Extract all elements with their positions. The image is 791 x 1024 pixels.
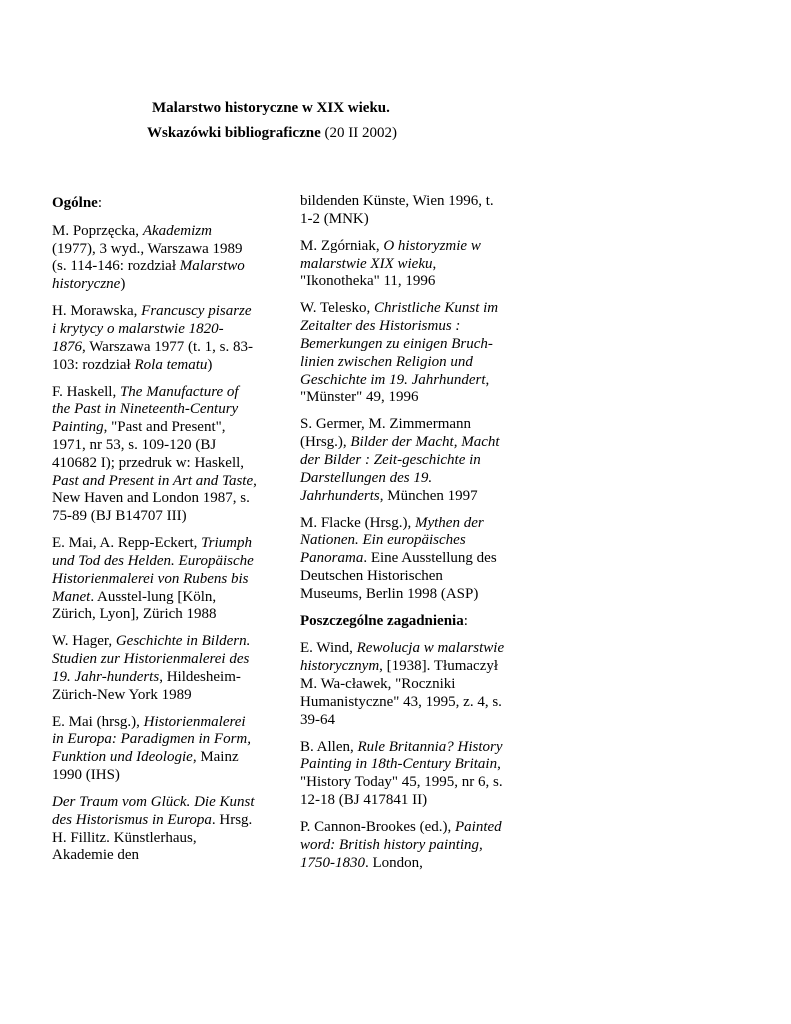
bibliography-entry	[52, 384, 257, 526]
entry-text: , "History Today" 45, 1995, nr 6, s. 12-18 (BJ 417841 II)	[300, 756, 503, 809]
entry-text: . Hrsg. H. Fillitz. Künstlerhaus, Akademie den	[52, 811, 253, 864]
entry-text: , Mainz 1990 (IHS)	[52, 749, 239, 784]
entry-title: Triumph und Tod des Helden. Europäische Historienmalerei von Rubens bis Manet	[52, 535, 254, 605]
entry-list-left	[52, 223, 257, 865]
entry-title: Painted word: British history painting, 1750-1830	[300, 819, 502, 871]
entry-title: Christliche Kunst im Zeitalter des Historismus : Bemerkungen zu einigen Bruch-linien zwischen Religion und Geschichte im 19. Jahrhundert	[300, 300, 499, 388]
entry-title: Akademizm	[142, 222, 212, 239]
entry-text: , [1938]. Tłumaczył M. Wa-cławek, "Roczniki Humanistyczne" 43, 1995, z. 4, s. 39-64	[300, 658, 502, 728]
entry-text: M. Zgórniak,	[300, 237, 384, 254]
entry-title: Historienmalerei in Europa: Paradigmen in Form, Funktion und Ideologie	[52, 713, 252, 766]
entry-text: E. Mai (hrsg.),	[52, 713, 144, 730]
entry-text: H. Morawska,	[52, 303, 142, 320]
entry-text: M. Flacke (Hrsg.),	[300, 514, 415, 531]
entry-text: E. Wind,	[300, 640, 357, 657]
entry-text: , "Ikonotheka" 11, 1996	[300, 255, 437, 290]
entry-text: , New Haven and London 1987, s. 75-89 (BJ B14707 III)	[52, 472, 257, 525]
entry-text: S. Germer, M. Zimmermann (Hrsg.),	[300, 416, 472, 451]
entry-text: E. Mai, A. Repp-Eckert,	[52, 535, 202, 552]
entry-title: Mythen der Nationen. Ein europäisches Panorama	[300, 514, 484, 567]
bibliography-entry	[300, 739, 507, 810]
entry-text: bildenden Künste, Wien 1996, t. 1-2 (MNK)	[300, 193, 494, 227]
entry-text: . Ausstel-lung [Köln, Zürich, Lyon], Zürich 1988	[52, 588, 217, 623]
entry-text: W. Telesko,	[300, 300, 374, 317]
bibliography-entry	[300, 193, 507, 229]
bibliography-entry	[52, 794, 257, 865]
bibliography-entry	[52, 633, 257, 704]
entry-title: Rola tematu	[134, 356, 208, 373]
bibliography-entry	[52, 535, 257, 624]
entry-text: B. Allen,	[300, 738, 358, 755]
entry-title: The Manufacture of the Past in Nineteenth-Century Painting	[52, 383, 239, 436]
entry-text: , München 1997	[379, 487, 478, 504]
bibliography-left-column	[52, 193, 257, 874]
bibliography-entry	[300, 416, 507, 505]
entry-text: . London,	[365, 854, 423, 871]
bibliography-entry	[52, 303, 257, 374]
document-title: Malarstwo historyczne w XIX wieku.	[152, 100, 390, 116]
bibliography-entry	[300, 640, 507, 729]
subtitle-date: (20 II 2002)	[324, 125, 397, 141]
entry-text: , "Past and Present", 1971, nr 53, s. 109-120 (BJ 410682 I); przedruk w: Haskell,	[52, 419, 245, 471]
section-heading-general: Ogólne:	[52, 195, 103, 211]
subtitle-label: Wskazówki bibliograficzne	[147, 125, 321, 141]
entry-text: )	[120, 276, 126, 293]
entry-title: Geschichte in Bildern. Studien zur Historienmalerei des 19. Jahr-hunderts	[52, 633, 251, 685]
entry-text: (1977), 3 wyd., Warszawa 1989 (s. 114-146: rozdział	[52, 240, 243, 275]
document-subtitle	[147, 125, 397, 142]
entry-title: Rewolucja w malarstwie historycznym	[300, 640, 505, 675]
entry-title: Past and Present in Art and Taste	[52, 472, 254, 489]
entry-title: O historyzmie w malarstwie XIX wieku	[300, 237, 481, 272]
section-heading-detailed: Poszczególne zagadnienia:	[300, 612, 468, 629]
bibliography-entry	[52, 714, 257, 785]
entry-title: Der Traum vom Glück. Die Kunst des Historismus in Europa	[52, 794, 255, 828]
entry-text: . Eine Ausstellung des Deutschen Historischen Museums, Berlin 1998 (ASP)	[300, 550, 497, 602]
entry-text: , Hildesheim-Zürich-New York 1989	[52, 668, 241, 703]
entry-text: )	[207, 356, 213, 373]
bibliography-entry	[300, 515, 507, 604]
entry-title: Malarstwo historyczne	[52, 258, 245, 293]
entry-list-right-general	[300, 193, 507, 603]
entry-list-right-detailed	[300, 640, 507, 872]
entry-title: Bilder der Macht, Macht der Bilder : Zeit-geschichte in Darstellungen des 19. Jahrhunderts	[300, 434, 500, 504]
entry-title: Rule Britannia? History Painting in 18th-Century Britain	[300, 738, 503, 773]
entry-text: M. Poprzęcka,	[52, 222, 143, 239]
entry-text: W. Hager,	[52, 633, 116, 650]
bibliography-right-column	[300, 193, 507, 882]
bibliography-entry	[300, 238, 507, 291]
entry-text: P. Cannon-Brookes (ed.),	[300, 819, 455, 836]
bibliography-entry	[300, 300, 507, 407]
entry-text: F. Haskell,	[52, 383, 120, 400]
bibliography-entry	[300, 819, 507, 872]
entry-text: , "Münster" 49, 1996	[300, 371, 490, 406]
entry-text: , Warszawa 1977 (t. 1, s. 83-103: rozdział	[52, 338, 253, 373]
bibliography-entry	[52, 223, 257, 294]
entry-title: Francuscy pisarze i krytycy o malarstwie 1820-1876	[52, 303, 252, 355]
